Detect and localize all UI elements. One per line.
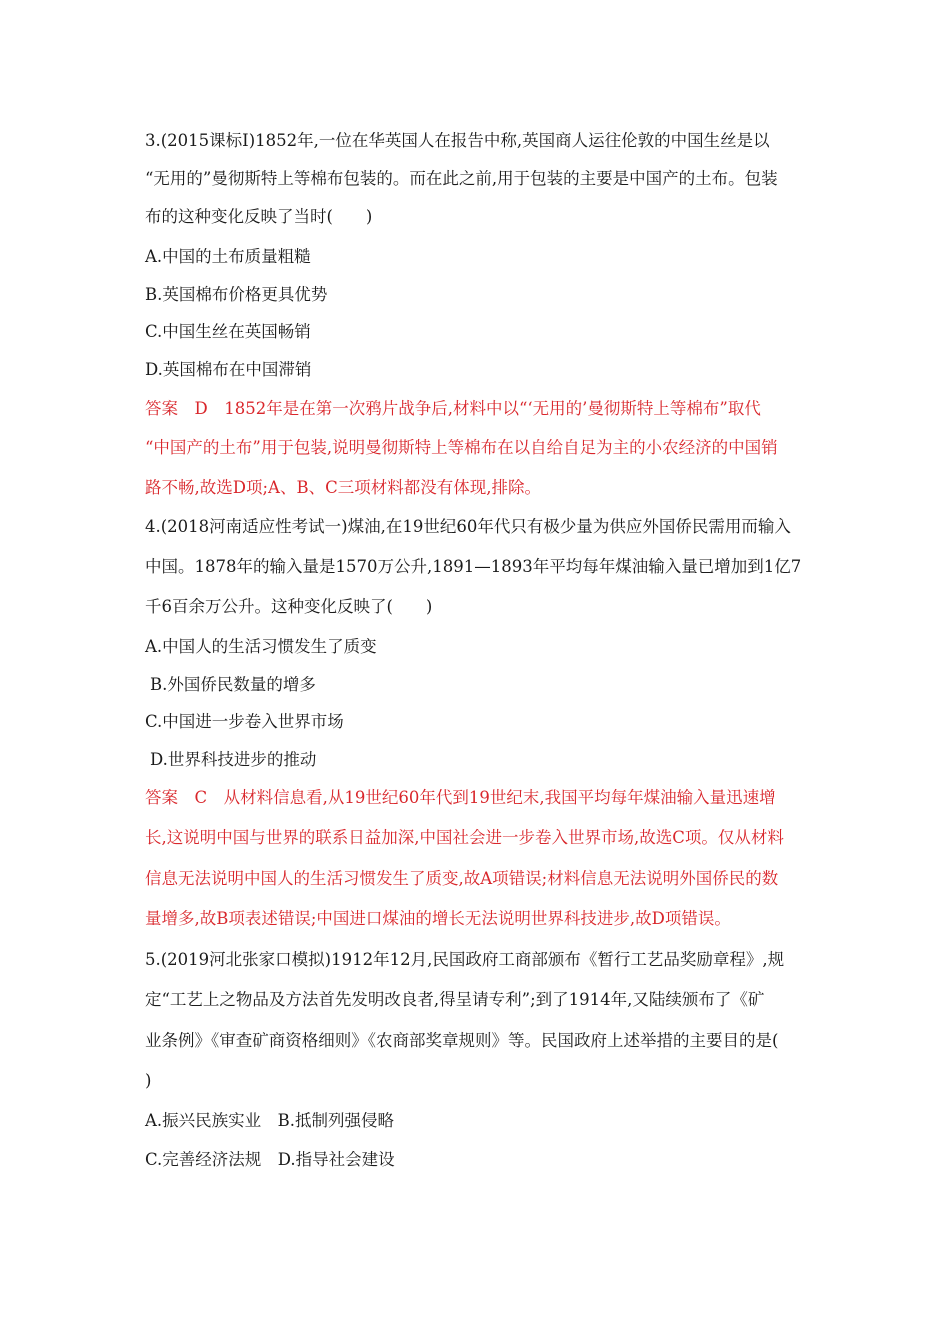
q5-stem-line-1: 5.(2019河北张家口模拟)1912年12月,民国政府工商部颁布《暂行工艺品奖励章程》,规	[145, 950, 785, 969]
q4-option-d: D.世界科技进步的推动	[150, 750, 317, 769]
q3-option-b: B.英国棉布价格更具优势	[145, 285, 328, 304]
q4-answer-line-3: 信息无法说明中国人的生活习惯发生了质变,故A项错误;材料信息无法说明外国侨民的数	[145, 869, 779, 888]
q3-stem-line-1: 3.(2015课标Ⅰ)1852年,一位在华英国人在报告中称,英国商人运往伦敦的中国生丝是以	[145, 131, 770, 150]
q4-option-c: C.中国进一步卷入世界市场	[145, 712, 344, 731]
q4-answer-line-4: 量增多,故B项表述错误;中国进口煤油的增长无法说明世界科技进步,故D项错误。	[145, 909, 731, 928]
q3-answer-line-1: 答案 D 1852年是在第一次鸦片战争后,材料中以“‘无用的’曼彻斯特上等棉布”取代	[145, 399, 761, 418]
q5-stem-line-2: 定“工艺上之物品及方法首先发明改良者,得呈请专利”;到了1914年,又陆续颁布了《矿	[145, 990, 765, 1009]
q3-answer-line-3: 路不畅,故选D项;A、B、C三项材料都没有体现,排除。	[145, 478, 541, 497]
q4-answer-line-2: 长,这说明中国与世界的联系日益加深,中国社会进一步卷入世界市场,故选C项。仅从材料	[145, 828, 784, 847]
q3-option-d: D.英国棉布在中国滞销	[145, 360, 312, 379]
q4-answer-line-1: 答案 C 从材料信息看,从19世纪60年代到19世纪末,我国平均每年煤油输入量迅速增	[145, 788, 776, 807]
q5-stem-line-4: )	[145, 1071, 152, 1090]
q3-stem-line-2: “无用的”曼彻斯特上等棉布包装的。而在此之前,用于包装的主要是中国产的土布。包装	[145, 169, 778, 188]
q3-option-c: C.中国生丝在英国畅销	[145, 322, 311, 341]
q3-option-a: A.中国的土布质量粗糙	[145, 247, 311, 266]
q5-options-line-2: C.完善经济法规 D.指导社会建设	[145, 1150, 395, 1169]
q5-options-line-1: A.振兴民族实业 B.抵制列强侵略	[145, 1111, 395, 1130]
q4-stem-line-2: 中国。1878年的输入量是1570万公升,1891—1893年平均每年煤油输入量已增加到1亿7	[145, 557, 802, 576]
q4-stem-line-3: 千6百余万公升。这种变化反映了( )	[145, 597, 433, 616]
q5-stem-line-3: 业条例》《审查矿商资格细则》《农商部奖章规则》等。民国政府上述举措的主要目的是(	[145, 1031, 779, 1050]
q4-option-b: B.外国侨民数量的增多	[150, 675, 316, 694]
q3-stem-line-3: 布的这种变化反映了当时( )	[145, 207, 373, 226]
q4-option-a: A.中国人的生活习惯发生了质变	[145, 637, 377, 656]
q3-answer-line-2: “中国产的土布”用于包装,说明曼彻斯特上等棉布在以自给自足为主的小农经济的中国销	[145, 438, 778, 457]
q4-stem-line-1: 4.(2018河南适应性考试一)煤油,在19世纪60年代只有极少量为供应外国侨民需用而输入	[145, 517, 791, 536]
